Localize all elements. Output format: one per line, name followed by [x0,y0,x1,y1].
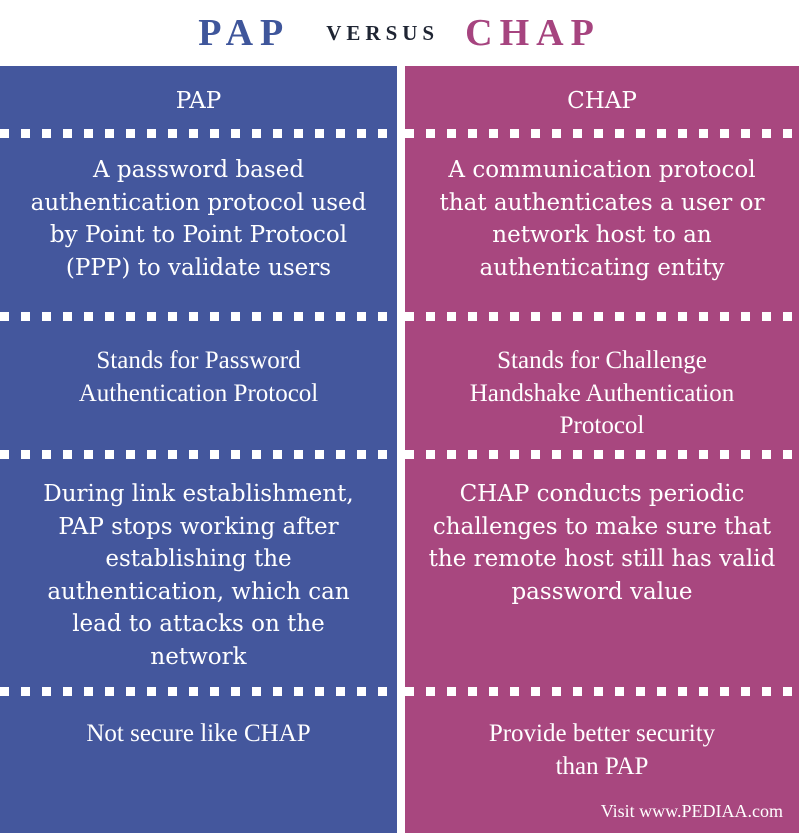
title-versus: VERSUS [326,20,440,45]
pap-header: PAP [175,88,222,114]
dotted-divider [0,312,397,321]
dotted-divider [0,450,397,459]
dotted-divider [405,450,799,459]
chap-stands-for: Stands for Challenge Handshake Authentication Protocol [469,347,735,439]
chap-security: Provide better security than PAP [488,720,716,780]
pap-column [0,66,397,833]
title-chap: CHAP [465,12,601,54]
pap-security: Not secure like CHAP [86,720,311,747]
chap-column [405,66,799,833]
pap-definition: A password based authentication protocol used by Point to Point Protocol (PPP) to validate users [30,157,367,281]
pap-link-establishment: During link establishment, PAP stops working after establishing the authentication, which can lead to attacks on the network [43,481,354,670]
chap-header: CHAP [567,88,637,114]
chap-periodic-challenges: CHAP conducts periodic challenges to make sure that the remote host still has valid password value [428,481,776,605]
dotted-divider [0,687,397,696]
comparison-title [0,0,799,66]
source-credit: Visit www.PEDIAA.com [600,801,783,821]
title-pap: PAP [198,12,291,54]
dotted-divider [405,312,799,321]
chap-definition: A communication protocol that authenticates a user or network host to an authenticating entity [439,157,765,281]
pap-stands-for: Stands for Password Authentication Protocol [78,347,319,407]
dotted-divider [405,687,799,696]
dotted-divider [405,129,799,138]
dotted-divider [0,129,397,138]
